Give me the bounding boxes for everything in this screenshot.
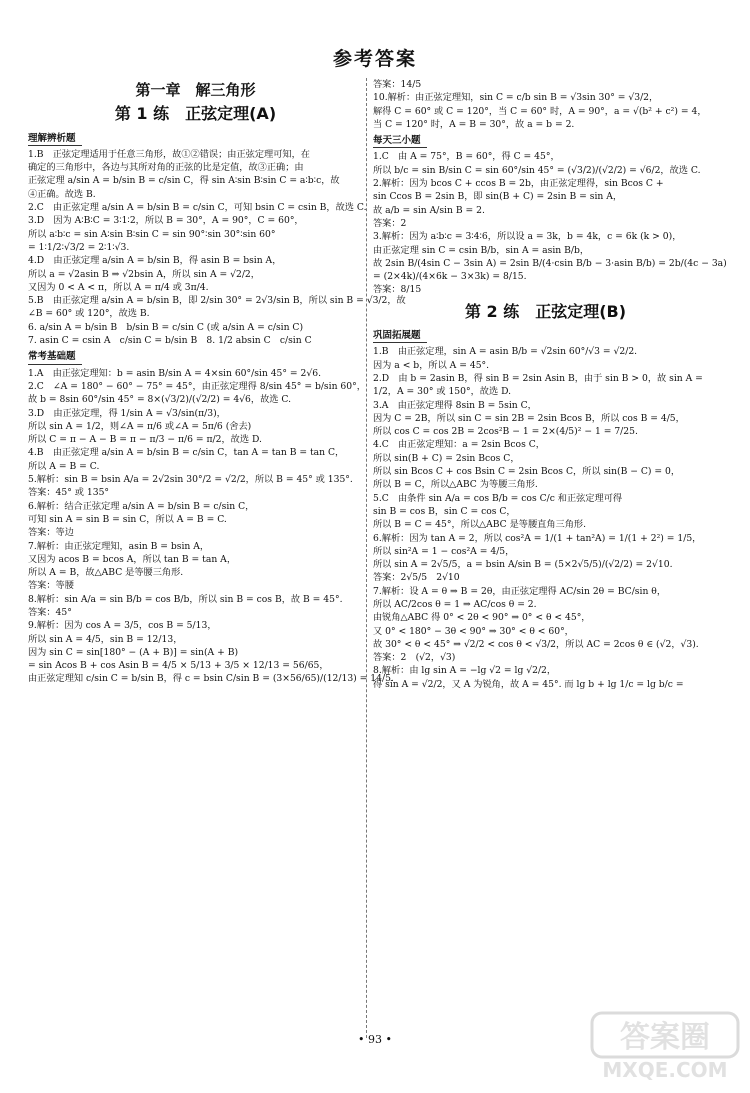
answer-line: 答案：等边 (28, 527, 74, 539)
answer-line: 所以 a∶b∶c = sin A∶sin B∶sin C = sin 90°∶sin 30°∶sin 60° (28, 228, 276, 240)
answer-line: 1.C 由 A = 75°，B = 60°，得 C = 45°， (373, 151, 560, 163)
answer-line: 8.解析：由 lg sin A = −lg √2 = lg √2/2， (373, 665, 557, 677)
answer-list (373, 150, 727, 296)
answer-line: ④正确。故选 B. (28, 188, 96, 200)
answer-line: 又因为 0 < A < π，所以 A = π/4 或 3π/4. (28, 281, 209, 293)
answer-line: 故 30° < θ < 45° ⇒ √2/2 < cos θ < √3/2，所以 AC = 2cos θ ∈ (√2，√3). (373, 638, 699, 650)
answer-line: 故 b = 8sin 60°/sin 45° = 8×(√3/2)/(√2/2) = 4√6，故选 C. (28, 394, 292, 406)
answer-line: 答案：2 (373, 217, 407, 229)
answer-line: 又 0° < 180° − 3θ < 90° ⇒ 30° < θ < 60°， (373, 625, 574, 637)
answer-line: 3.D 因为 A∶B∶C = 3∶1∶2，所以 B = 30°，A = 90°，C = 60°， (28, 215, 304, 227)
answer-line: 由正弦定理知 c/sin C = b/sin B，得 c = bsin C/sin B = (3×56/65)/(12/13) = 14/5. (28, 673, 394, 685)
lesson-heading: 第 1 练 正弦定理(A) (114, 104, 277, 124)
answer-line: 1.B 正弦定理适用于任意三角形，故①②错误；由正弦定理可知，在 (28, 148, 310, 160)
answer-line: 7. asin C = csin A c/sin C = b/sin B 8. 1/2 absin C c/sin C (28, 335, 312, 347)
answer-line: 5.解析：sin B = bsin A/a = 2√2sin 30°/2 = √2/2，所以 B = 45° 或 135°. (28, 474, 353, 486)
answer-line: 所以 sin²A = 1 − cos²A = 4/5， (373, 545, 515, 557)
answer-line: 又因为 acos B = bcos A，所以 tan B = tan A， (28, 553, 237, 565)
answer-line: 所以 cos C = cos 2B = 2cos²B − 1 = 2×(4/5)² − 1 = 7/25. (373, 426, 638, 438)
answer-line: 所以 AC/2cos θ = 1 ⇒ AC/cos θ = 2. (373, 598, 537, 610)
answer-line: 答案：14/5 (373, 79, 422, 90)
answer-line: 因为 C = 2B，所以 sin C = sin 2B = 2sin Bcos B，所以 cos B = 4/5， (373, 412, 685, 424)
answer-line: 所以 sin A = 4/5，sin B = 12/13， (28, 633, 183, 645)
answer-line: 4.C 由正弦定理知：a = 2sin Bcos C， (373, 439, 545, 451)
answer-line: 5.C 由条件 sin A/a = cos B/b = cos C/c 和正弦定理可得 (373, 492, 623, 504)
answer-line: 所以 B = C，所以△ABC 为等腰三角形. (373, 479, 538, 491)
answer-line: 答案：45° (28, 606, 72, 618)
answer-line: 4.D 由正弦定理 a/sin A = b/sin B，得 asin B = bsin A， (28, 255, 282, 267)
right-column (373, 78, 727, 691)
answer-line: 所以 sin(B + C) = 2sin Bcos C， (373, 452, 520, 464)
answer-line: 2.D 由 b = 2asin B，得 sin B = 2sin Asin B，由于 sin B > 0，故 sin A = (373, 372, 703, 384)
answer-line: 所以 A = B，故△ABC 是等腰三角形. (28, 567, 184, 579)
answer-line: 解得 C = 60° 或 C = 120°，当 C = 60° 时，A = 90°，a = √(b² + c²) = 4， (373, 105, 707, 117)
answer-line: 确定的三角形中，各边与其所对角的正弦的比是定值，故③正确；由 (28, 162, 304, 174)
answer-line: = (2×4k)/(4×6k − 3×3k) = 8/15. (373, 271, 527, 283)
answer-line: 故 a/b = sin A/sin B = 2. (373, 204, 485, 216)
answer-line: 所以 B = C = 45°，所以△ABC 是等腰直角三角形. (373, 519, 586, 531)
answer-line: 5.B 由正弦定理 a/sin A = b/sin B，即 2/sin 30° = 2√3/sin B，所以 sin B = √3/2，故 (28, 295, 406, 307)
answer-line: 6.解析：因为 tan A = 2，所以 cos²A = 1/(1 + tan²A) = 1/(1 + 2²) = 1/5， (373, 532, 702, 544)
answer-line: 4.B 由正弦定理 a/sin A = b/sin B = c/sin C，tan A = tan B = tan C， (28, 447, 345, 459)
lesson-heading: 第 2 练 正弦定理(B) (464, 301, 627, 321)
answer-line: 故 2sin B/(4sin C − 3sin A) = 2sin B/(4·csin B/b − 3·asin B/b) = 2b/(4c − 3a) (373, 257, 727, 269)
answer-line: 9.解析：因为 cos A = 3/5，cos B = 5/13， (28, 620, 217, 632)
answer-line: 因为 sin C = sin[180° − (A + B)] = sin(A + B) (28, 646, 239, 658)
answer-line: 答案：2√5/5 2√10 (373, 572, 460, 584)
answer-line: ∠B = 60° 或 120°，故选 B. (28, 308, 150, 320)
answer-line: 10.解析：由正弦定理知，sin C = c/b sin B = √3sin 30° = √3/2， (373, 92, 659, 104)
answer-list (373, 345, 718, 691)
answer-line: 1/2，A = 30° 或 150°，故选 D. (373, 386, 512, 398)
answer-line: 3.解析：因为 a∶b∶c = 3∶4∶6，所以设 a = 3k，b = 4k，c = 6k (k > 0)， (373, 231, 682, 243)
answer-line: 当 C = 120° 时，A = B = 30°，故 a = b = 2. (373, 118, 575, 130)
answer-line: 答案：等腰 (28, 580, 74, 592)
answer-line: 2.解析：因为 bcos C + ccos B = 2b，由正弦定理得，sin Bcos C + (373, 178, 664, 190)
watermark-logo (590, 1011, 740, 1083)
answer-line: 7.解析：设 A = θ ⇒ B = 2θ，由正弦定理得 AC/sin 2θ = BC/sin θ， (373, 585, 667, 597)
answer-line: 7.解析：由正弦定理知，asin B = bsin A， (28, 540, 210, 552)
answer-line: 8.解析：sin A/a = sin B/b = cos B/b，所以 sin B = cos B，故 B = 45°. (28, 593, 343, 605)
answer-line: 2.C ∠A = 180° − 60° − 75° = 45°，由正弦定理得 8/sin 45° = b/sin 60°， (28, 380, 366, 392)
section-heading: 每天三小题 (373, 134, 427, 148)
answer-line: 6.解析：结合正弦定理 a/sin A = b/sin B = c/sin C， (28, 500, 255, 512)
answer-line: 得 sin A = √2/2，又 A 为锐角，故 A = 45°. 而 lg b + lg 1/c = lg b/c = (373, 678, 684, 690)
answer-line: 可知 sin A = sin B = sin C，所以 A = B = C. (28, 513, 227, 525)
watermark-url: MXQE.COM (602, 1058, 728, 1082)
answer-line: 2.C 由正弦定理 a/sin A = b/sin B = c/sin C，可知 bsin C = csin B，故选 C. (28, 202, 367, 214)
answer-line: 1.A 由正弦定理知：b = asin B/sin A = 4×sin 60°/sin 45° = 2√6. (28, 367, 321, 379)
answer-line: 3.A 由正弦定理得 8sin B = 5sin C， (373, 399, 537, 411)
answer-list (28, 367, 394, 686)
page-title: 参考答案 (332, 48, 417, 70)
answer-line: 正弦定理 a/sin A = b/sin B = c/sin C，得 sin A∶sin B∶sin C = a∶b∶c，故 (28, 175, 340, 187)
answer-line: = 1∶1/2∶√3/2 = 2∶1∶√3. (28, 241, 130, 253)
answer-line: sin Ccos B = 2sin B，即 sin(B + C) = 2sin B = sin A， (373, 191, 623, 203)
answer-line: 所以 b/c = sin B/sin C = sin 60°/sin 45° = (√3/2)/(√2/2) = √6/2，故选 C. (373, 164, 701, 176)
answer-line: 所以 sin A = 2√5/5，a = bsin A/sin B = (5×2√5/5)/(√2/2) = 2√10. (373, 559, 673, 571)
answer-line: 由正弦定理 sin C = csin B/b，sin A = asin B/b， (373, 244, 590, 256)
answer-line: 答案：8/15 (373, 284, 422, 296)
watermark-text: 答案圈 (620, 1020, 710, 1055)
answer-line: 答案：45° 或 135° (28, 487, 110, 499)
answer-line: 所以 a = √2asin B ⇒ √2bsin A，所以 sin A = √2/2， (28, 268, 260, 280)
answer-line: = sin Acos B + cos Asin B = 4/5 × 5/13 + 3/5 × 12/13 = 56/65， (28, 660, 329, 672)
answer-list (373, 78, 718, 131)
answer-line: 由锐角△ABC 得 0° < 2θ < 90° ⇒ 0° < θ < 45°， (373, 612, 591, 624)
answer-line: 所以 sin Bcos C + cos Bsin C = 2sin Bcos C，所以 sin(B − C) = 0， (373, 466, 681, 478)
section-heading: 常考基础题 (28, 350, 82, 364)
answer-line: 所以 sin A = 1/2，则∠A = π/6 或∠A = 5π/6 (舍去) (28, 420, 252, 432)
answer-line: 答案：2 (√2，√3) (373, 652, 456, 664)
chapter-heading: 第一章 解三角形 (135, 81, 256, 99)
answer-line: sin B = cos B，sin C = cos C， (373, 505, 516, 517)
answer-line: 所以 A = B = C. (28, 460, 100, 472)
column-divider (366, 78, 367, 1038)
page-number: • 93 • (358, 1033, 392, 1046)
answer-line: 6. a/sin A = b/sin B b/sin B = c/sin C (或 a/sin A = c/sin C) (28, 321, 304, 333)
section-heading: 理解辨析题 (28, 132, 82, 146)
answer-line: 3.D 由正弦定理，得 1/sin A = √3/sin(π/3)， (28, 407, 226, 419)
answer-line: 因为 a < b，所以 A = 45°. (373, 359, 490, 371)
answer-line: 1.B 由正弦定理，sin A = asin B/b = √2sin 60°/√3 = √2/2. (373, 346, 638, 358)
section-heading: 巩固拓展题 (373, 329, 427, 343)
answer-line: 所以 C = π − A − B = π − π/3 − π/6 = π/2，故选 D. (28, 434, 262, 446)
